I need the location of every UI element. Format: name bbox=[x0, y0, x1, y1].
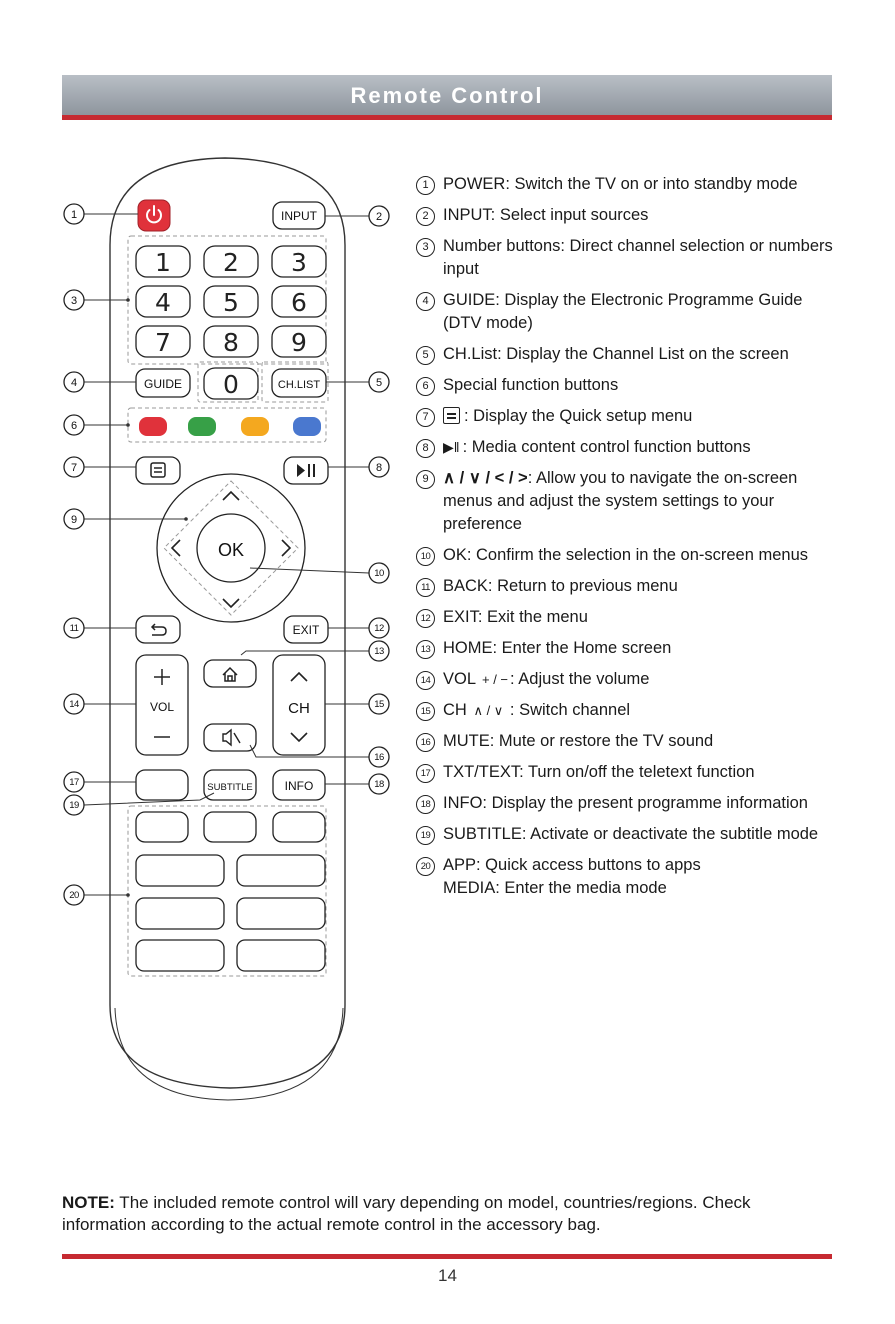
callout-4: 4 bbox=[70, 377, 78, 389]
desc-text: OK: Confirm the selection in the on-screen menus bbox=[443, 546, 809, 564]
guide-button-label: GUIDE bbox=[143, 377, 183, 391]
page-number: 14 bbox=[438, 1266, 457, 1285]
desc-text: : Display the Quick setup menu bbox=[464, 407, 693, 425]
ok-button-label: OK bbox=[217, 540, 245, 560]
callout-12: 12 bbox=[374, 623, 384, 634]
green-key bbox=[188, 417, 216, 436]
desc-item bbox=[416, 730, 836, 753]
app-key bbox=[136, 812, 188, 842]
desc-text: SUBTITLE: Activate or deactivate the subtitle mode bbox=[443, 825, 819, 843]
callout-9: 9 bbox=[70, 514, 78, 526]
desc-number: 19 bbox=[416, 826, 435, 845]
desc-text: Number buttons: Direct channel selection or numbers input bbox=[443, 237, 833, 278]
desc-item bbox=[416, 668, 836, 691]
subtitle-button-label: SUBTITLE bbox=[207, 782, 253, 793]
yellow-key bbox=[241, 417, 269, 436]
callout-16: 16 bbox=[374, 752, 384, 763]
callout-6: 6 bbox=[70, 420, 78, 432]
desc-item bbox=[416, 792, 836, 815]
desc-text-2: MEDIA: Enter the media mode bbox=[443, 879, 667, 897]
blue-key bbox=[293, 417, 321, 436]
media-key bbox=[237, 940, 325, 971]
desc-text: Special function buttons bbox=[443, 376, 619, 394]
desc-item bbox=[416, 544, 836, 567]
desc-text: : Allow you to navigate the on-screen menus and adjust the system settings to your preference bbox=[443, 469, 798, 533]
desc-number: 20 bbox=[416, 857, 435, 876]
info-button-label: INFO bbox=[284, 779, 314, 793]
vol-symbols: + / − bbox=[482, 672, 509, 687]
desc-text: EXIT: Exit the menu bbox=[443, 608, 588, 626]
callout-20: 20 bbox=[69, 890, 79, 901]
callout-2: 2 bbox=[375, 211, 383, 223]
callout-14: 14 bbox=[69, 699, 79, 710]
desc-item bbox=[416, 289, 836, 335]
desc-item bbox=[416, 173, 836, 196]
chlist-button-label: CH.LIST bbox=[277, 379, 321, 391]
callout-18: 18 bbox=[374, 779, 384, 790]
callout-8: 8 bbox=[375, 462, 383, 474]
desc-number: 15 bbox=[416, 702, 435, 721]
note-paragraph bbox=[62, 1192, 837, 1236]
desc-number: 9 bbox=[416, 470, 435, 489]
callout-15: 15 bbox=[374, 699, 384, 710]
callout-11: 11 bbox=[69, 623, 79, 634]
key-5: 5 bbox=[223, 288, 239, 317]
media-key bbox=[237, 898, 325, 929]
key-8: 8 bbox=[223, 328, 239, 357]
ch-label: CH bbox=[288, 700, 310, 717]
note-label: NOTE: bbox=[62, 1193, 115, 1212]
desc-number: 1 bbox=[416, 176, 435, 195]
desc-item bbox=[416, 467, 836, 536]
desc-text: GUIDE: Display the Electronic Programme Guide (DTV mode) bbox=[443, 291, 803, 332]
media-key bbox=[237, 855, 325, 886]
desc-number: 6 bbox=[416, 377, 435, 396]
desc-text: : Switch channel bbox=[505, 701, 631, 719]
app-key bbox=[273, 812, 325, 842]
desc-number: 4 bbox=[416, 292, 435, 311]
desc-text: MUTE: Mute or restore the TV sound bbox=[443, 732, 714, 750]
callout-13: 13 bbox=[374, 646, 384, 657]
exit-button-label: EXIT bbox=[292, 623, 320, 637]
desc-text: HOME: Enter the Home screen bbox=[443, 639, 672, 657]
key-7: 7 bbox=[155, 328, 171, 357]
desc-item bbox=[416, 637, 836, 660]
desc-item bbox=[416, 699, 836, 722]
desc-item bbox=[416, 606, 836, 629]
desc-text: INPUT: Select input sources bbox=[443, 206, 649, 224]
key-1: 1 bbox=[155, 248, 171, 277]
nav-keys: ∧ / ∨ / < / > bbox=[443, 469, 528, 487]
desc-item bbox=[416, 575, 836, 598]
quick-menu-icon bbox=[443, 407, 460, 424]
key-3: 3 bbox=[291, 248, 307, 277]
note-text: The included remote control will vary depending on model, countries/regions. Check information according to the actual remote control in the accessory bag. bbox=[62, 1193, 751, 1234]
desc-number: 3 bbox=[416, 238, 435, 257]
callout-1: 1 bbox=[70, 209, 78, 221]
media-key bbox=[136, 855, 224, 886]
play-pause-icon: ▶‖ bbox=[443, 439, 460, 455]
desc-item bbox=[416, 823, 836, 846]
txt-button bbox=[136, 770, 188, 800]
desc-item bbox=[416, 343, 836, 366]
app-key bbox=[204, 812, 256, 842]
input-button-label: INPUT bbox=[281, 209, 317, 223]
desc-item bbox=[416, 405, 836, 428]
footer-rule bbox=[62, 1254, 832, 1259]
callout-10: 10 bbox=[374, 568, 384, 579]
desc-number: 8 bbox=[416, 439, 435, 458]
media-key bbox=[136, 898, 224, 929]
desc-number: 12 bbox=[416, 609, 435, 628]
key-6: 6 bbox=[291, 288, 307, 317]
desc-number: 11 bbox=[416, 578, 435, 597]
callout-17: 17 bbox=[69, 777, 79, 788]
red-key bbox=[139, 417, 167, 436]
desc-text: APP: Quick access buttons to apps bbox=[443, 856, 701, 874]
key-2: 2 bbox=[223, 248, 239, 277]
media-key bbox=[136, 940, 224, 971]
page-title: Remote Control bbox=[350, 83, 544, 108]
callout-5: 5 bbox=[375, 377, 383, 389]
desc-number: 10 bbox=[416, 547, 435, 566]
desc-number: 14 bbox=[416, 671, 435, 690]
callout-3: 3 bbox=[70, 295, 78, 307]
desc-item bbox=[416, 854, 836, 900]
desc-text: CH.List: Display the Channel List on the screen bbox=[443, 345, 789, 363]
desc-text: : Media content control function buttons bbox=[462, 438, 751, 456]
ch-symbols: ∧ / ∨ bbox=[473, 703, 504, 718]
desc-text: : Adjust the volume bbox=[510, 670, 650, 688]
desc-number: 18 bbox=[416, 795, 435, 814]
key-9: 9 bbox=[291, 328, 307, 357]
desc-item bbox=[416, 436, 836, 459]
desc-text: TXT/TEXT: Turn on/off the teletext function bbox=[443, 763, 755, 781]
desc-text: INFO: Display the present programme information bbox=[443, 794, 808, 812]
key-0: 0 bbox=[223, 370, 239, 399]
desc-item bbox=[416, 204, 836, 227]
callout-7: 7 bbox=[70, 462, 78, 474]
desc-text: POWER: Switch the TV on or into standby mode bbox=[443, 175, 798, 193]
vol-label: VOL bbox=[149, 700, 175, 714]
desc-prefix: VOL bbox=[443, 670, 476, 688]
callout-19: 19 bbox=[69, 800, 79, 811]
key-4: 4 bbox=[155, 288, 171, 317]
desc-item bbox=[416, 235, 836, 281]
desc-prefix: CH bbox=[443, 701, 467, 719]
desc-item bbox=[416, 374, 836, 397]
desc-number: 5 bbox=[416, 346, 435, 365]
desc-number: 2 bbox=[416, 207, 435, 226]
desc-number: 7 bbox=[416, 408, 435, 427]
desc-number: 16 bbox=[416, 733, 435, 752]
button-descriptions bbox=[416, 173, 836, 908]
desc-number: 13 bbox=[416, 640, 435, 659]
desc-item bbox=[416, 761, 836, 784]
desc-text: BACK: Return to previous menu bbox=[443, 577, 678, 595]
desc-number: 17 bbox=[416, 764, 435, 783]
